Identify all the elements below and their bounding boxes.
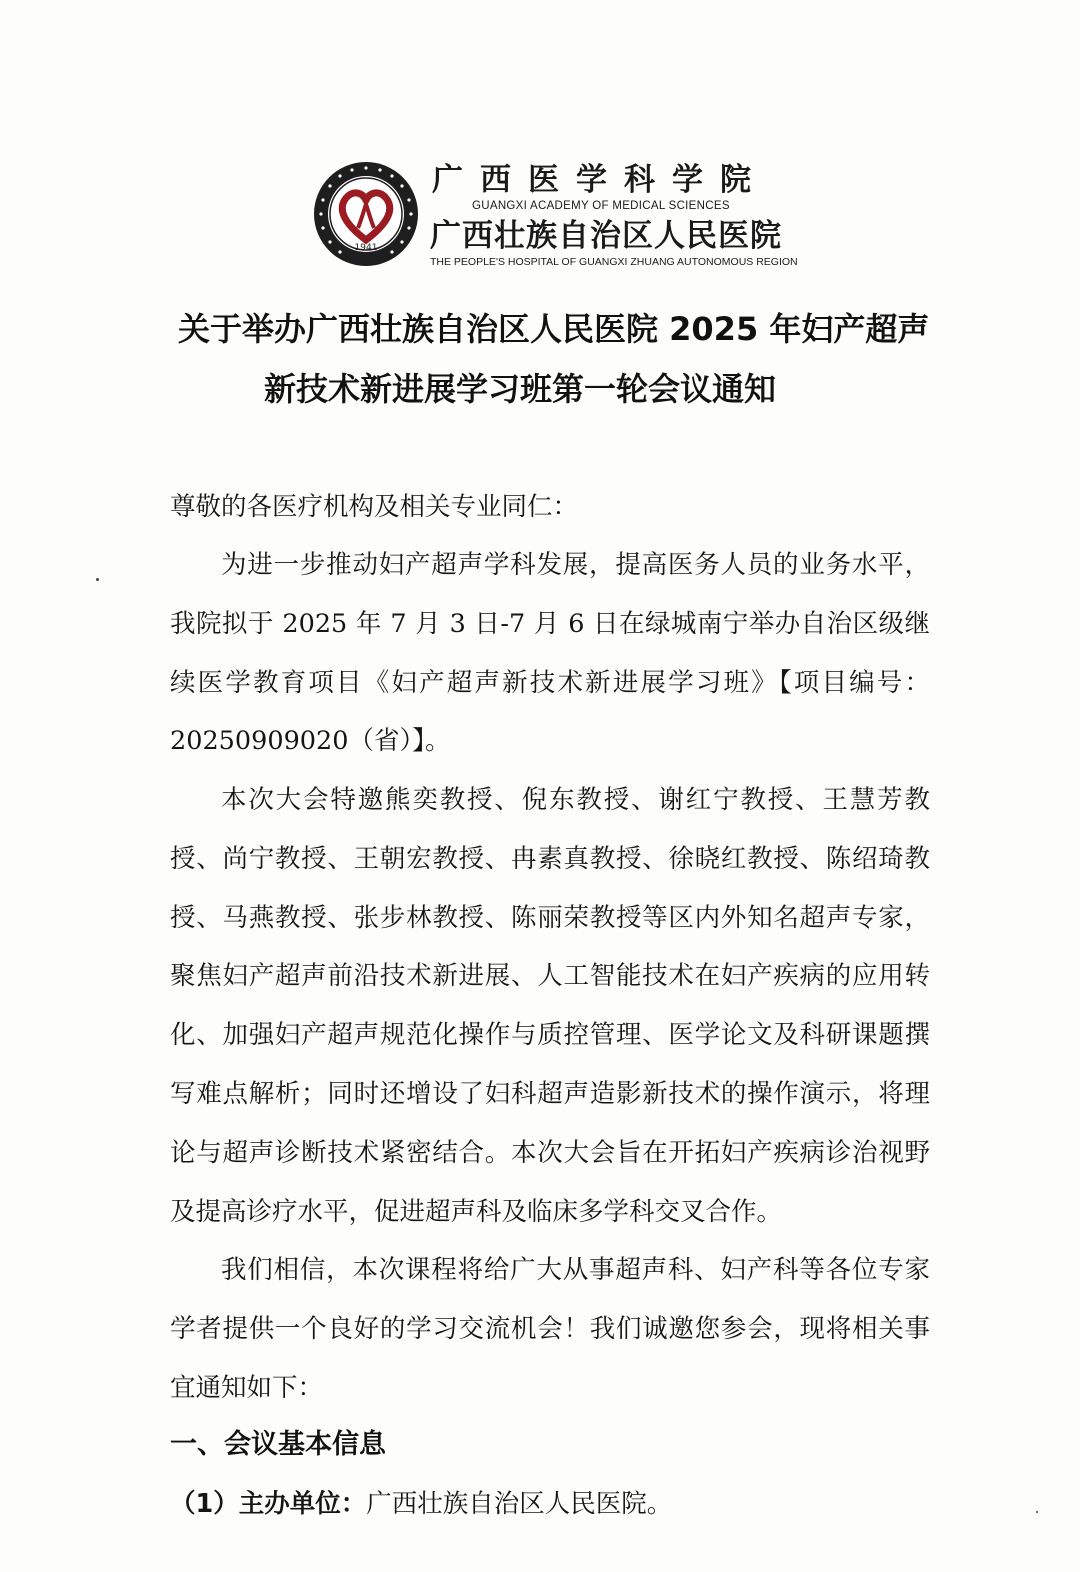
academy-name-cn: 广西医学科学院: [432, 162, 768, 198]
scan-speck: [96, 578, 99, 581]
paragraph-experts: 本次大会特邀熊奕教授、倪东教授、谢红宁教授、王慧芳教授、尚宁教授、王朝宏教授、冉素真教授、徐晓红教授、陈绍琦教授、马燕教授、张步林教授、陈丽荣教授等区内外知名超声专家，聚焦妇产超声前沿技术新进展、人工智能技术在妇产疾病的应用转化、加强妇产超声规范化操作与质控管理、医学论文及科研课题撰写难点解析；同时还增设了妇科超声造影新技术的操作演示，将理论与超声诊断技术紧密结合。本次大会旨在开拓妇产疾病诊治视野及提高诊疗水平，促进超声科及临床多学科交叉合作。: [170, 785, 930, 1227]
organizer-value: 广西壮族自治区人民医院。: [366, 1489, 673, 1519]
seal-year: 1941: [354, 243, 378, 253]
hospital-name-en: THE PEOPLE'S HOSPITAL OF GUANGXI ZHUANG AUTONOMOUS REGION: [430, 256, 798, 268]
hospital-name-cn: 广西壮族自治区人民医院: [430, 218, 782, 254]
academy-name-en: GUANGXI ACADEMY OF MEDICAL SCIENCES: [472, 200, 730, 212]
paragraph-intro: 为进一步推动妇产超声学科发展，提高医务人员的业务水平，我院拟于 2025 年 7 月 3 日-7 月 6 日在绿城南宁举办自治区级继续医学教育项目《妇产超声新技术新进展学习班》【项目编号：20250909020（省）】。: [170, 550, 930, 757]
organizer-item: [170, 1484, 672, 1520]
organization-names: [430, 160, 798, 269]
scan-speck: [1036, 1511, 1038, 1513]
document-title-line-1: 关于举办广西壮族自治区人民医院 2025 年妇产超声: [178, 310, 930, 348]
organizer-label: （1）主办单位：: [170, 1489, 367, 1519]
letterhead: [312, 160, 798, 275]
paragraph-invitation: 我们相信，本次课程将给广大从事超声科、妇产科等各位专家学者提供一个良好的学习交流机会！我们诚邀您参会，现将相关事宜通知如下：: [170, 1255, 930, 1403]
section-heading-basic-info: 一、会议基本信息: [170, 1429, 386, 1460]
hospital-seal-logo: [312, 160, 420, 268]
salutation: 尊敬的各医疗机构及相关专业同仁：: [170, 492, 579, 522]
document-title-line-2: 新技术新进展学习班第一轮会议通知: [264, 370, 777, 408]
